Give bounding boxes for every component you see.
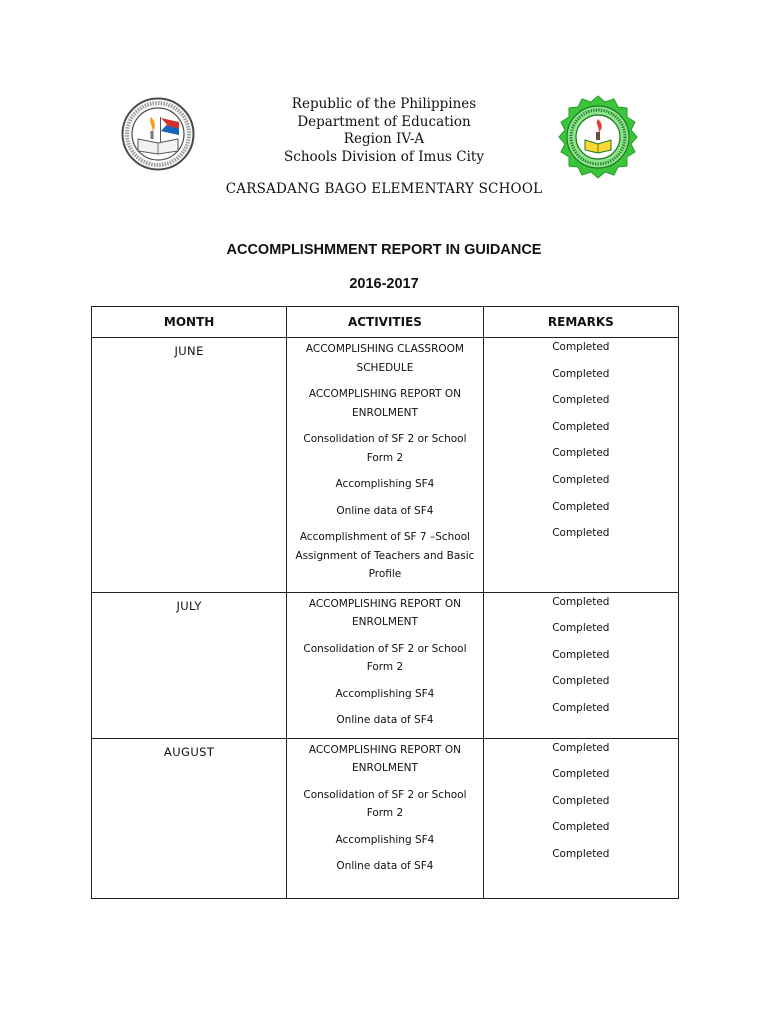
activity-item: Accomplishing SF4	[335, 478, 435, 490]
remark-item: Completed	[552, 367, 610, 380]
remarks-cell	[483, 738, 678, 898]
remark-item: Completed	[552, 821, 610, 834]
remark-item: Completed	[552, 527, 610, 540]
report-table	[91, 306, 679, 899]
remark-item: Completed	[552, 701, 610, 714]
remark-item: Completed	[552, 741, 610, 754]
school-name: CARSADANG BAGO ELEMENTARY SCHOOL	[225, 181, 543, 197]
table-row	[92, 738, 679, 898]
activity-item: Online data of SF4	[336, 714, 434, 726]
table-row	[92, 338, 679, 593]
remark-item: Completed	[552, 447, 610, 460]
remark-item: Completed	[552, 622, 610, 635]
activity-item: Consolidation of SF 2 or School Form 2	[303, 642, 467, 673]
header-month: MONTH	[92, 307, 287, 338]
remark-item: Completed	[552, 675, 610, 688]
remark-item: Completed	[552, 847, 610, 860]
government-header	[230, 96, 538, 166]
remark-item: Completed	[552, 595, 610, 608]
activity-item: Consolidation of SF 2 or School Form 2	[303, 433, 467, 464]
activities-cell	[287, 338, 483, 593]
header-line-division: Schools Division of Imus City	[284, 148, 484, 165]
header-line-region: Region IV-A	[343, 131, 425, 147]
remark-item: Completed	[552, 473, 610, 486]
activity-item: Accomplishing SF4	[335, 833, 435, 846]
activity-item: Consolidation of SF 2 or School Form 2	[303, 788, 467, 819]
school-seal-icon	[556, 95, 640, 179]
activity-item: ACCOMPLISHING REPORT ON ENROLMENT	[308, 597, 462, 628]
remarks-cell	[483, 338, 678, 593]
activity-item: Accomplishment of SF 7 –School Assignment of Teachers and Basic Profile	[295, 531, 475, 580]
header-activities: ACTIVITIES	[287, 307, 483, 338]
activity-item: Online data of SF4	[336, 860, 434, 872]
table-row	[92, 592, 679, 738]
remark-item: Completed	[552, 394, 610, 407]
deped-seal-icon	[121, 97, 195, 171]
month-cell: JUNE	[92, 338, 287, 593]
remark-item: Completed	[552, 648, 610, 661]
report-title: ACCOMPLISHMMENT REPORT IN GUIDANCE	[226, 242, 542, 258]
remark-item: Completed	[552, 420, 610, 433]
header-line-department: Department of Education	[297, 113, 471, 130]
activity-item: Online data of SF4	[336, 504, 434, 517]
remark-item: Completed	[552, 768, 610, 781]
remark-item: Completed	[552, 341, 610, 353]
remark-item: Completed	[552, 500, 610, 513]
activities-cell	[287, 738, 483, 898]
header-remarks: REMARKS	[483, 307, 678, 338]
activity-item: ACCOMPLISHING CLASSROOM SCHEDULE	[305, 343, 464, 374]
table-header-row	[92, 307, 679, 338]
month-cell: JULY	[92, 592, 287, 738]
report-year: 2016-2017	[349, 276, 419, 292]
activity-item: ACCOMPLISHING REPORT ON ENROLMENT	[308, 743, 462, 774]
activity-item: Accomplishing SF4	[335, 687, 435, 700]
activity-item: ACCOMPLISHING REPORT ON ENROLMENT	[308, 388, 462, 419]
header-line-republic: Republic of the Philippines	[291, 96, 477, 112]
remark-item: Completed	[552, 794, 610, 807]
remarks-cell	[483, 592, 678, 738]
month-cell: AUGUST	[92, 738, 287, 898]
activities-cell	[287, 592, 483, 738]
